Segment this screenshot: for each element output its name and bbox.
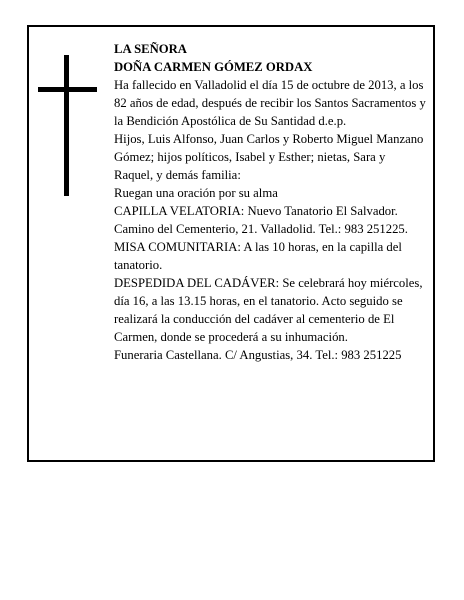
prayer-request: Ruegan una oración por su alma	[114, 186, 278, 200]
obituary-text	[114, 40, 426, 364]
cross-horizontal-bar	[38, 87, 97, 92]
obituary-heading: LA SEÑORA	[114, 42, 187, 56]
death-announcement: Ha fallecido en Valladolid el día 15 de octubre de 2013, a los 82 años de edad, después de recibir los Santos Sacramentos y la Bendición Apostólica de Su Santidad d.e.p.	[114, 78, 426, 128]
wake-chapel-info: CAPILLA VELATORIA: Nuevo Tanatorio El Salvador. Camino del Cementerio, 21. Valladolid. Tel.: 983 251225.	[114, 204, 408, 236]
latin-cross-icon	[38, 55, 97, 196]
deceased-name: DOÑA CARMEN GÓMEZ ORDAX	[114, 60, 313, 74]
community-mass-info: MISA COMUNITARIA: A las 10 horas, en la capilla del tanatorio.	[114, 240, 402, 272]
funeral-home-info: Funeraria Castellana. C/ Angustias, 34. Tel.: 983 251225	[114, 348, 402, 362]
family-list: Hijos, Luis Alfonso, Juan Carlos y Roberto Miguel Manzano Gómez; hijos políticos, Isabel y Esther; nietas, Sara y Raquel, y demás familia:	[114, 132, 424, 182]
cross-vertical-bar	[64, 55, 69, 196]
farewell-info: DESPEDIDA DEL CADÁVER: Se celebrará hoy miércoles, día 16, a las 13.15 horas, en el tanatorio. Acto seguido se realizará la conducción del cadáver al cementerio de El Carmen, donde se procederá a su inhumación.	[114, 276, 423, 344]
